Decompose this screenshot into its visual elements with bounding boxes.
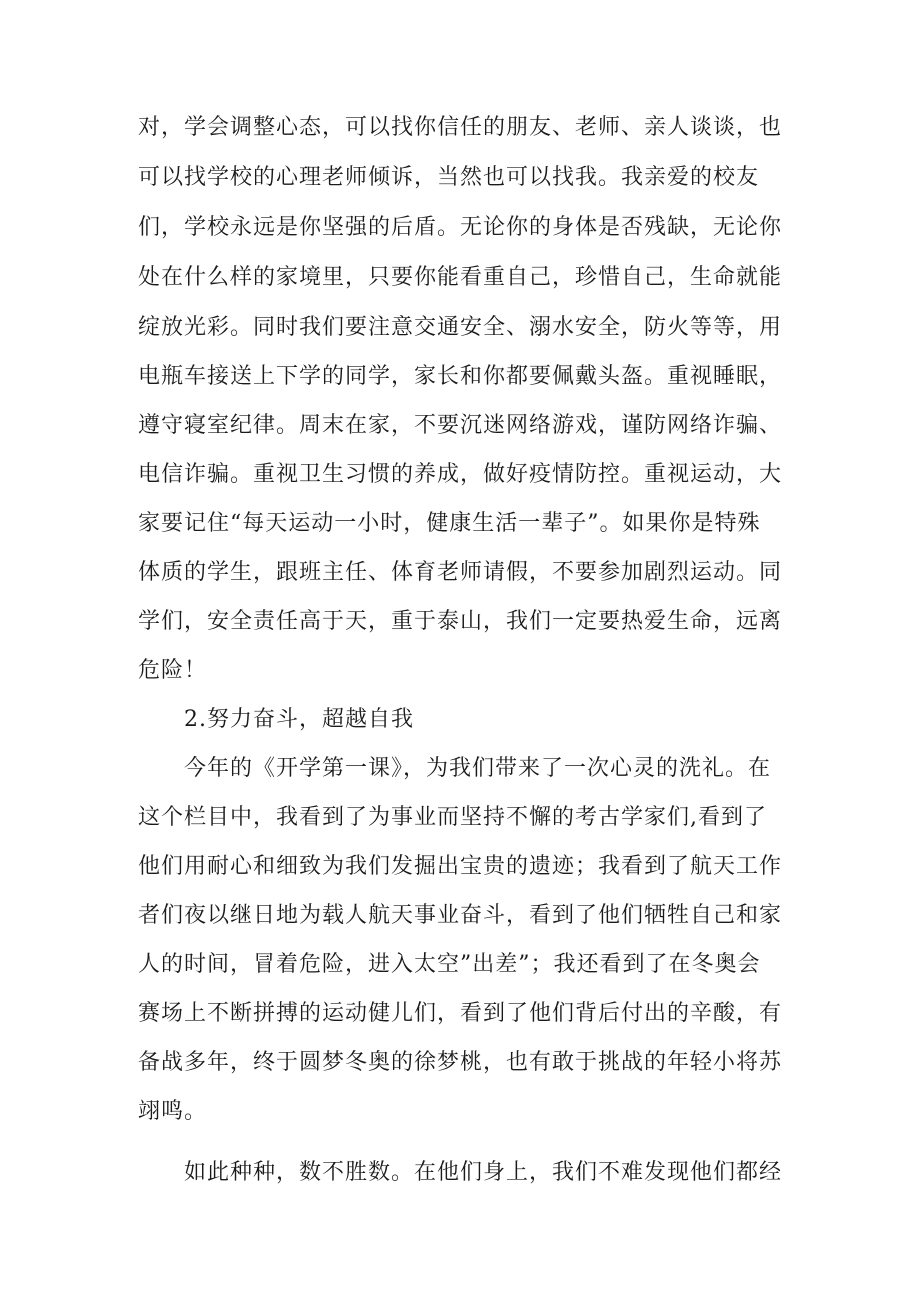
paragraph1-line-11: 学们，安全责任高于天，重于泰山，我们一定要热爱生命，远离: [138, 609, 783, 634]
section-heading-2: 2.努力奋斗，超越自我: [184, 707, 414, 732]
paragraph2-line-2: 这个栏目中，我看到了为事业而坚持不懈的考古学家们,看到了: [138, 805, 767, 830]
paragraph1-line-3: 们，学校永远是你坚强的后盾。无论你的身体是否残缺，无论你: [138, 215, 783, 240]
paragraph1-line-9: 家要记住“每天运动一小时，健康生活一辈子”。如果你是特殊: [138, 511, 761, 536]
paragraph1-line-10: 体质的学生，跟班主任、体育老师请假，不要参加剧烈运动。同: [138, 560, 783, 585]
paragraph1-line-12: 危险！: [138, 658, 208, 683]
paragraph1-line-8: 电信诈骗。重视卫生习惯的养成，做好疫情防控。重视运动，大: [138, 462, 783, 487]
paragraph1-line-6: 电瓶车接送上下学的同学，家长和你都要佩戴头盔。重视睡眠，: [138, 364, 783, 389]
paragraph2-line-4: 者们夜以继日地为载人航天事业奋斗，看到了他们牺牲自己和家: [138, 903, 783, 928]
paragraph2-line-6: 赛场上不断拼搏的运动健儿们，看到了他们背后付出的辛酸，有: [138, 1001, 783, 1026]
paragraph1-line-4: 处在什么样的家境里，只要你能看重自己，珍惜自己，生命就能: [138, 265, 783, 290]
paragraph1-line-1: 对，学会调整心态，可以找你信任的朋友、老师、亲人谈谈，也: [138, 115, 783, 140]
paragraph2-line-8: 翊鸣。: [138, 1099, 208, 1124]
paragraph2-line-3: 他们用耐心和细致为我们发掘出宝贵的遗迹；我看到了航天工作: [138, 854, 783, 879]
paragraph2-line-7: 备战多年，终于圆梦冬奥的徐梦桃，也有敢于挑战的年轻小将苏: [138, 1050, 783, 1075]
paragraph1-line-5: 绽放光彩。同时我们要注意交通安全、溺水安全，防火等等，用: [138, 315, 783, 340]
paragraph2-line-1: 今年的《开学第一课》，为我们带来了一次心灵的洗礼。在: [184, 756, 772, 781]
paragraph2-line-5: 人的时间，冒着危险，进入太空”出差”；我还看到了在冬奥会: [138, 952, 761, 977]
paragraph1-line-7: 遵守寝室纪律。周末在家，不要沉迷网络游戏，谨防网络诈骗、: [138, 413, 783, 438]
paragraph3-line-1: 如此种种，数不胜数。在他们身上，我们不难发现他们都经: [184, 1160, 783, 1185]
paragraph1-line-2: 可以找学校的心理老师倾诉，当然也可以找我。我亲爱的校友: [138, 165, 760, 190]
